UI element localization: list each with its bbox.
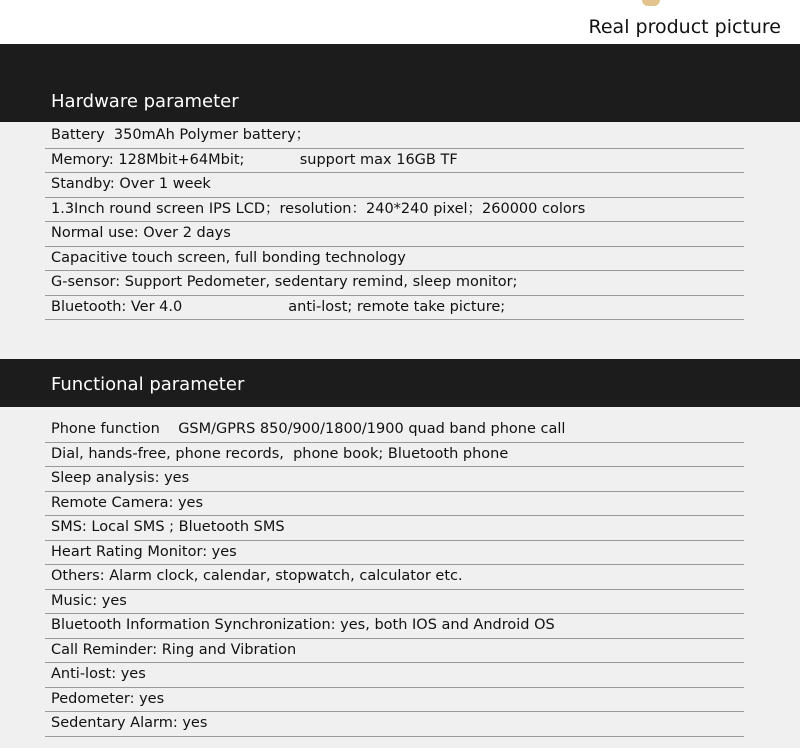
row-text: 1.3Inch round screen IPS LCD；resolution：240*240 pixel；260000 colors bbox=[51, 200, 586, 217]
row-text: Phone function GSM/GPRS 850/900/1800/1900 quad band phone call bbox=[51, 421, 566, 437]
table-row bbox=[45, 222, 744, 247]
row-text: Music: yes bbox=[51, 592, 127, 609]
row-text: Call Reminder: Ring and Vibration bbox=[51, 641, 297, 658]
row-text: Anti-lost: yes bbox=[51, 666, 146, 682]
row-text: Memory: 128Mbit+64Mbit; support max 16GB TF bbox=[51, 151, 458, 168]
row-text: Dial, hands-free, phone records, phone book; Bluetooth phone bbox=[51, 445, 509, 462]
table-row bbox=[45, 492, 744, 517]
row-text: Sedentary Alarm: yes bbox=[51, 715, 208, 731]
table-row bbox=[45, 443, 744, 468]
table-row bbox=[45, 173, 744, 198]
table-row bbox=[45, 712, 744, 737]
table-row bbox=[45, 418, 744, 443]
table-row bbox=[45, 565, 744, 590]
functional-parameter-header bbox=[0, 359, 800, 407]
table-row bbox=[45, 124, 744, 149]
row-text: Capacitive touch screen, full bonding technology bbox=[51, 249, 406, 266]
table-row bbox=[45, 296, 744, 321]
table-row bbox=[45, 688, 744, 713]
row-text: SMS: Local SMS ; Bluetooth SMS bbox=[51, 519, 285, 535]
table-row bbox=[45, 614, 744, 639]
table-row bbox=[45, 149, 744, 174]
row-text: G-sensor: Support Pedometer, sedentary remind, sleep monitor; bbox=[51, 274, 518, 290]
table-row bbox=[45, 271, 744, 296]
functional-parameter-title: Functional parameter bbox=[51, 374, 245, 395]
hardware-parameter-header bbox=[0, 44, 800, 122]
table-row bbox=[45, 516, 744, 541]
table-row bbox=[45, 639, 744, 664]
row-text: Pedometer: yes bbox=[51, 690, 165, 707]
hardware-parameter-title: Hardware parameter bbox=[51, 91, 239, 112]
row-text: Bluetooth: Ver 4.0 anti-lost; remote take picture; bbox=[51, 298, 506, 315]
product-image-edge bbox=[642, 0, 660, 6]
hardware-parameter-table bbox=[45, 124, 744, 320]
row-text: Normal use: Over 2 days bbox=[51, 225, 231, 241]
row-text: Battery 350mAh Polymer battery； bbox=[51, 127, 311, 143]
product-picture-caption: Real product picture bbox=[588, 16, 781, 38]
table-row bbox=[45, 590, 744, 615]
table-row bbox=[45, 467, 744, 492]
row-text: Standby: Over 1 week bbox=[51, 176, 211, 192]
functional-parameter-table bbox=[45, 418, 744, 737]
row-text: Sleep analysis: yes bbox=[51, 470, 190, 486]
top-image-strip bbox=[0, 0, 800, 44]
row-text: Remote Camera: yes bbox=[51, 494, 204, 511]
row-text: Bluetooth Information Synchronization: yes, both IOS and Android OS bbox=[51, 617, 555, 633]
row-text: Others: Alarm clock, calendar, stopwatch, calculator etc. bbox=[51, 568, 463, 584]
table-row bbox=[45, 541, 744, 566]
table-row bbox=[45, 198, 744, 223]
row-text: Heart Rating Monitor: yes bbox=[51, 543, 237, 560]
table-row bbox=[45, 663, 744, 688]
table-row bbox=[45, 247, 744, 272]
